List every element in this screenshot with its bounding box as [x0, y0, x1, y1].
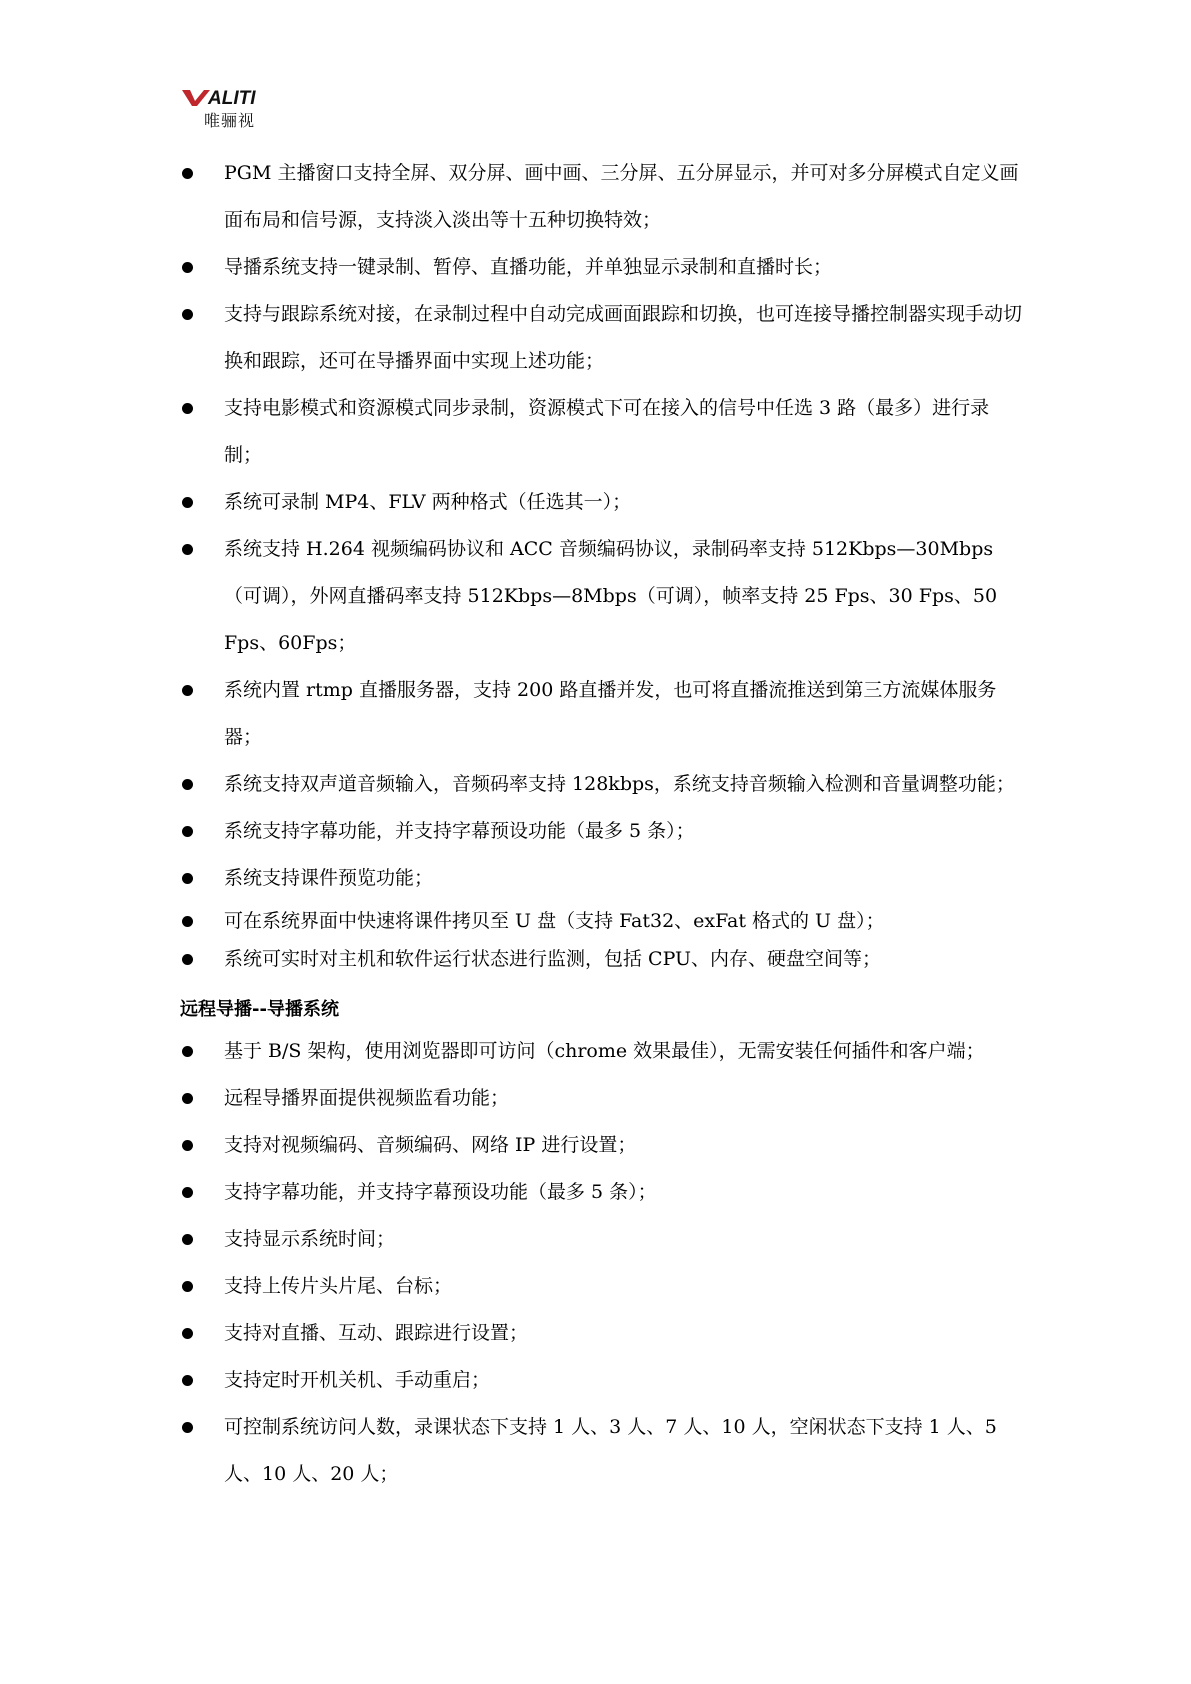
bullet-icon — [182, 309, 193, 320]
document-body — [180, 150, 1026, 1498]
list-item: 系统可实时对主机和软件运行状态进行监测，包括 CPU、内存、硬盘空间等； — [180, 940, 1026, 978]
feature-list-main — [180, 150, 1026, 978]
bullet-icon — [182, 1140, 193, 1151]
valiti-logo-mark — [180, 86, 280, 108]
bullet-icon — [182, 916, 193, 927]
list-item: 系统内置 rtmp 直播服务器，支持 200 路直播并发，也可将直播流推送到第三方流媒体服务器； — [180, 667, 1026, 761]
list-item: PGM 主播窗口支持全屏、双分屏、画中画、三分屏、五分屏显示，并可对多分屏模式自定义画面布局和信号源，支持淡入淡出等十五种切换特效； — [180, 150, 1026, 244]
list-item: 支持上传片头片尾、台标； — [180, 1263, 1026, 1310]
list-item: 基于 B/S 架构，使用浏览器即可访问（chrome 效果最佳），无需安装任何插件和客户端； — [180, 1028, 1026, 1075]
list-item: 支持显示系统时间； — [180, 1216, 1026, 1263]
list-item: 支持与跟踪系统对接，在录制过程中自动完成画面跟踪和切换，也可连接导播控制器实现手动切换和跟踪，还可在导播界面中实现上述功能； — [180, 291, 1026, 385]
list-item: 系统支持课件预览功能； — [180, 855, 1026, 902]
bullet-icon — [182, 544, 193, 555]
list-item: 系统支持字幕功能，并支持字幕预设功能（最多 5 条）； — [180, 808, 1026, 855]
bullet-icon — [182, 262, 193, 273]
svg-text:ALITI: ALITI — [208, 88, 256, 108]
feature-list-remote — [180, 1028, 1026, 1498]
list-item: 支持对直播、互动、跟踪进行设置； — [180, 1310, 1026, 1357]
list-item: 支持电影模式和资源模式同步录制，资源模式下可在接入的信号中任选 3 路（最多）进行录制； — [180, 385, 1026, 479]
bullet-icon — [182, 685, 193, 696]
bullet-icon — [182, 403, 193, 414]
bullet-icon — [182, 826, 193, 837]
logo-chinese-name: 唯骊视 — [204, 111, 256, 130]
list-item: 远程导播界面提供视频监看功能； — [180, 1075, 1026, 1122]
bullet-icon — [182, 1093, 193, 1104]
list-item: 导播系统支持一键录制、暂停、直播功能，并单独显示录制和直播时长； — [180, 244, 1026, 291]
bullet-icon — [182, 1187, 193, 1198]
section-title: 远程导播--导播系统 — [180, 999, 339, 1020]
list-item: 支持对视频编码、音频编码、网络 IP 进行设置； — [180, 1122, 1026, 1169]
bullet-icon — [182, 873, 193, 884]
list-item: 支持定时开机关机、手动重启； — [180, 1357, 1026, 1404]
list-item: 支持字幕功能，并支持字幕预设功能（最多 5 条）； — [180, 1169, 1026, 1216]
bullet-icon — [182, 954, 193, 965]
bullet-icon — [182, 1281, 193, 1292]
bullet-icon — [182, 497, 193, 508]
list-item: 可在系统界面中快速将课件拷贝至 U 盘（支持 Fat32、exFat 格式的 U 盘）； — [180, 902, 1026, 940]
bullet-icon — [182, 779, 193, 790]
bullet-icon — [182, 1422, 193, 1433]
list-item: 系统支持 H.264 视频编码协议和 ACC 音频编码协议，录制码率支持 512Kbps—30Mbps（可调），外网直播码率支持 512Kbps—8Mbps（可调），帧率支持 25 Fps、30 Fps、50 Fps、60Fps； — [180, 526, 1026, 667]
list-item: 可控制系统访问人数，录课状态下支持 1 人、3 人、7 人、10 人，空闲状态下支持 1 人、5 人、10 人、20 人； — [180, 1404, 1026, 1498]
bullet-icon — [182, 168, 193, 179]
bullet-icon — [182, 1328, 193, 1339]
bullet-icon — [182, 1375, 193, 1386]
bullet-icon — [182, 1046, 193, 1057]
list-item: 系统可录制 MP4、FLV 两种格式（任选其一）； — [180, 479, 1026, 526]
list-item: 系统支持双声道音频输入，音频码率支持 128kbps，系统支持音频输入检测和音量调整功能； — [180, 761, 1026, 808]
bullet-icon — [182, 1234, 193, 1245]
company-logo — [180, 86, 290, 136]
